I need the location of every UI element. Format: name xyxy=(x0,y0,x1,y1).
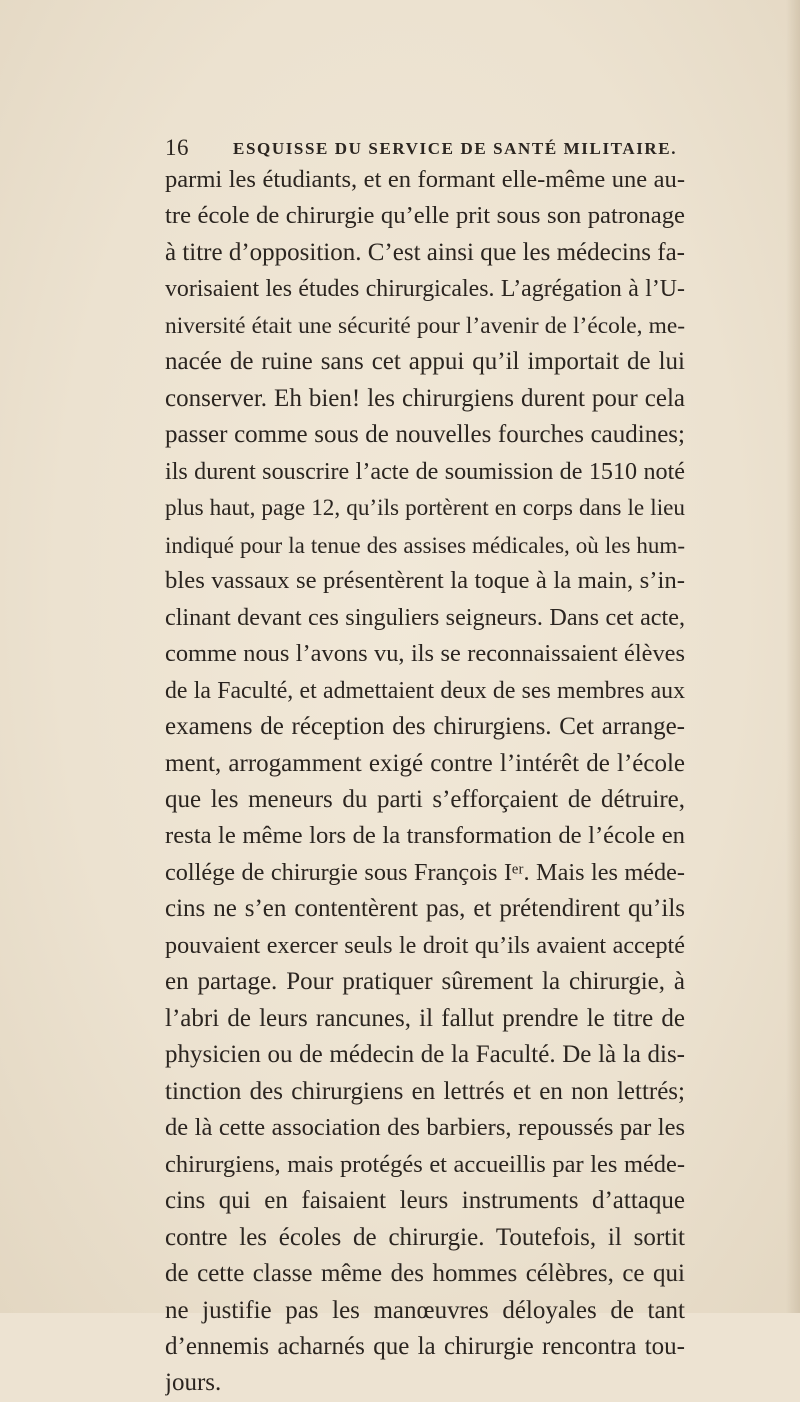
text-line: tre école de chirurgie qu’elle prit sous son patronage xyxy=(165,202,685,230)
text-line: vorisaient les études chirurgicales. L’agrégation à l’U- xyxy=(165,276,685,303)
text-line: pouvaient exercer seuls le droit qu’ils avaient accepté xyxy=(165,931,685,959)
text-line: de cette classe même des hommes célèbres, ce qui xyxy=(165,1260,685,1288)
text-line: d’ennemis acharnés que la chirurgie rencontra tou- xyxy=(165,1333,685,1360)
text-line: bles vassaux se présentèrent la toque à la main, s’in- xyxy=(165,567,685,595)
text-line: de là cette association des barbiers, repoussés par les xyxy=(165,1114,685,1142)
text-line: parmi les étudiants, et en formant elle-même une au- xyxy=(165,166,685,193)
text-line: nacée de ruine sans cet appui qu’il importait de lui xyxy=(165,348,685,376)
text-line: physicien ou de médecin de la Faculté. De là la dis- xyxy=(165,1041,685,1069)
text-line: comme nous l’avons vu, ils se reconnaissaient élèves xyxy=(165,640,685,668)
text-line: collége de chirurgie sous François Iᵉʳ. Mais les méde- xyxy=(165,858,685,886)
text-line: ils durent souscrire l’acte de soumission de 1510 noté xyxy=(165,457,685,485)
body-text xyxy=(165,162,685,1402)
text-line: que les meneurs du parti s’efforçaient de détruire, xyxy=(165,785,685,813)
text-line: conserver. Eh bien! les chirurgiens durent pour cela xyxy=(165,384,685,412)
text-line: examens de réception des chirurgiens. Cet arrange- xyxy=(165,713,685,741)
text-line: en partage. Pour pratiquer sûrement la chirurgie, à xyxy=(165,968,685,996)
text-line: passer comme sous de nouvelles fourches caudines; xyxy=(165,421,685,449)
text-line: jours. xyxy=(165,1369,222,1397)
text-line: cins ne s’en contentèrent pas, et prétendirent qu’ils xyxy=(165,895,685,923)
page-edge-shadow xyxy=(786,0,800,1313)
text-line: chirurgiens, mais protégés et accueillis par les méde- xyxy=(165,1150,685,1178)
page-header xyxy=(165,133,685,163)
text-line: à titre d’opposition. C’est ainsi que les médecins fa- xyxy=(165,238,685,266)
page-number: 16 xyxy=(165,135,189,160)
text-line: resta le même lors de la transformation de l’école en xyxy=(165,822,685,850)
text-line: tinction des chirurgiens en lettrés et en non lettrés; xyxy=(165,1077,685,1105)
text-line: plus haut, page 12, qu’ils portèrent en corps dans le lieu xyxy=(165,495,685,522)
text-line: ne justifie pas les manœuvres déloyales de tant xyxy=(165,1296,685,1324)
text-line: contre les écoles de chirurgie. Toutefois, il sortit xyxy=(165,1223,685,1251)
text-line: ment, arrogamment exigé contre l’intérêt de l’école xyxy=(165,749,685,777)
running-title: ESQUISSE DU SERVICE DE SANTÉ MILITAIRE. xyxy=(233,139,678,158)
text-line: cins qui en faisaient leurs instruments d’attaque xyxy=(165,1187,685,1215)
text-line: l’abri de leurs rancunes, il fallut prendre le titre de xyxy=(165,1004,685,1032)
text-line: indiqué pour la tenue des assises médicales, où les hum- xyxy=(165,531,685,558)
text-line: de la Faculté, et admettaient deux de ses membres aux xyxy=(165,677,685,704)
text-line: niversité était une sécurité pour l’avenir de l’école, me- xyxy=(165,312,685,339)
text-line: clinant devant ces singuliers seigneurs. Dans cet acte, xyxy=(165,603,685,631)
